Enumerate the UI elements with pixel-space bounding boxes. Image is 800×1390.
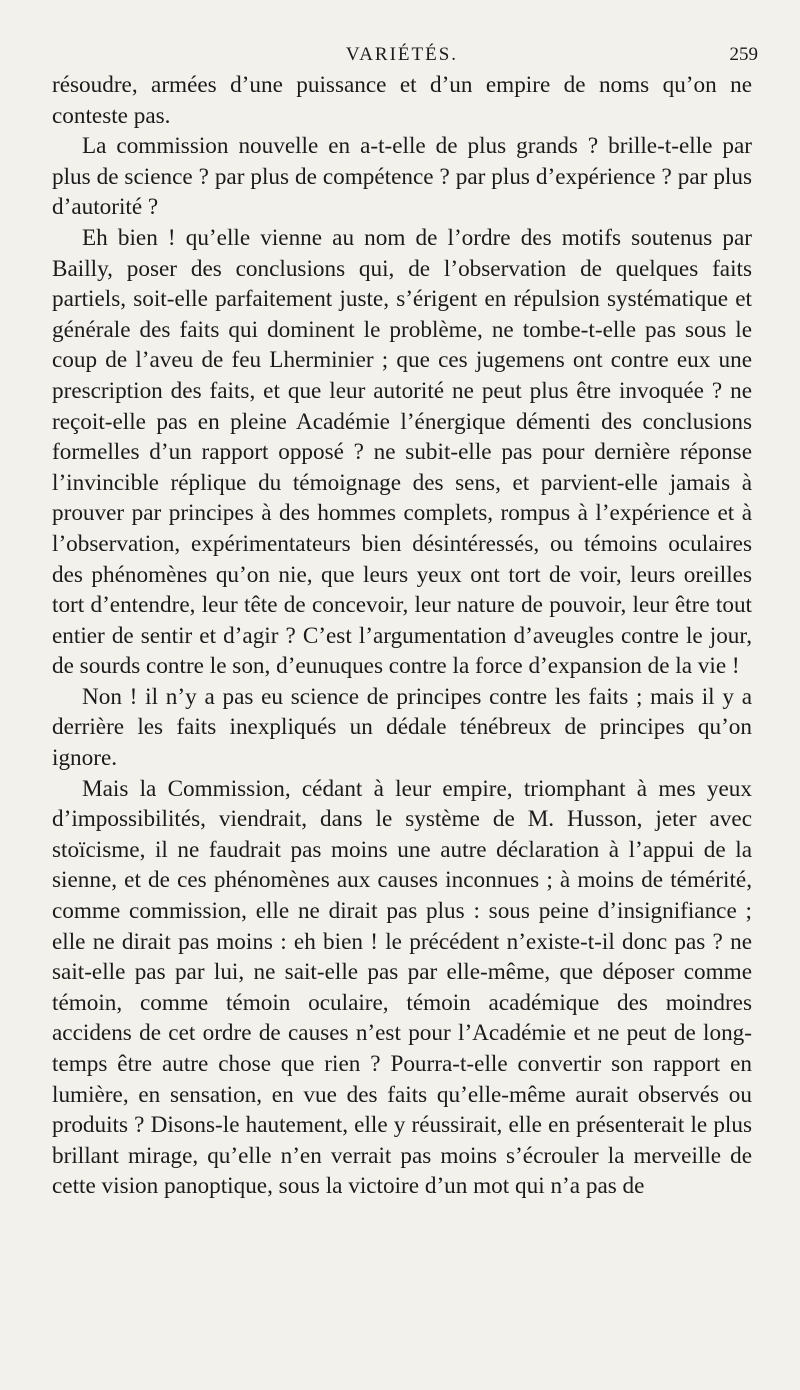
paragraph: Mais la Commission, cédant à leur empire, triomphant à mes yeux d’impossibilités, viendrait, dans le système de M. Husson, jeter avec stoïcisme, il ne faudrait pas moins une autre déclaration à l’appui de la sienne, et de ces phénomènes aux causes inconnues ; à moins de témérité, comme commission, elle ne dirait pas plus : sous peine d’insignifiance ; elle ne dirait pas moins : eh bien ! le précédent n’existe-t-il donc pas ? ne sait-elle pas par lui, ne sait-elle pas par elle-même, que déposer comme témoin, comme témoin oculaire, témoin académique des moindres accidens de cet ordre de causes n’est pour l’Académie et ne peut de long-temps être autre chose que rien ? Pourra-t-elle convertir son rapport en lumière, en sensation, en vue des faits qu’elle-même aurait observés ou produits ? Disons-le hautement, elle y réussirait, elle en présenterait le plus brillant mirage, qu’elle n’en verrait pas moins s’écrouler la merveille de cette vision panoptique, sous la victoire d’un mot qui n’a pas de — [52, 775, 752, 1200]
running-title: VARIÉTÉS. — [345, 44, 459, 65]
paragraph: Eh bien ! qu’elle vienne au nom de l’ordre des motifs soutenus par Bailly, poser des conclusions qui, de l’observation de quelques faits partiels, soit-elle parfaitement juste, s’érigent en répulsion systématique et générale des faits qui dominent le problème, ne tombe-t-elle pas sous le coup de l’aveu de feu Lherminier ; que ces jugemens ont contre eux une prescription des faits, et que leur autorité ne peut plus être invoquée ? ne reçoit-elle pas en pleine Académie l’énergique démenti des conclusions formelles d’un rapport opposé ? ne subit-elle pas pour dernière réponse l’invincible réplique du témoignage des sens, et parvient-elle jamais à prouver par principes à des hommes complets, rompus à l’expérience et à l’observation, expérimentateurs bien désintéressés, ou témoins oculaires des phénomènes qu’on nie, que leurs yeux ont tort de voir, leurs oreilles tort d’entendre, leur tête de concevoir, leur nature de pouvoir, leur être tout entier de sentir et d’agir ? C’est l’argumentation d’aveugles contre le jour, de sourds contre le son, d’eunuques contre la force d’expansion de la vie ! — [52, 224, 752, 680]
running-head — [52, 36, 758, 70]
paragraph: Non ! il n’y a pas eu science de principes contre les faits ; mais il y a derrière les faits inexpliqués un dédale ténébreux de principes qu’on ignore. — [52, 683, 752, 772]
page-body — [52, 70, 752, 1202]
paragraph: La commission nouvelle en a-t-elle de plus grands ? brille-t-elle par plus de science ? par plus de compétence ? par plus d’expérience ? par plus d’autorité ? — [52, 133, 752, 221]
page-number: 259 — [729, 44, 758, 65]
paragraph-continued: résoudre, armées d’une puissance et d’un empire de noms qu’on ne conteste pas. — [52, 72, 752, 129]
book-page — [52, 36, 758, 1202]
